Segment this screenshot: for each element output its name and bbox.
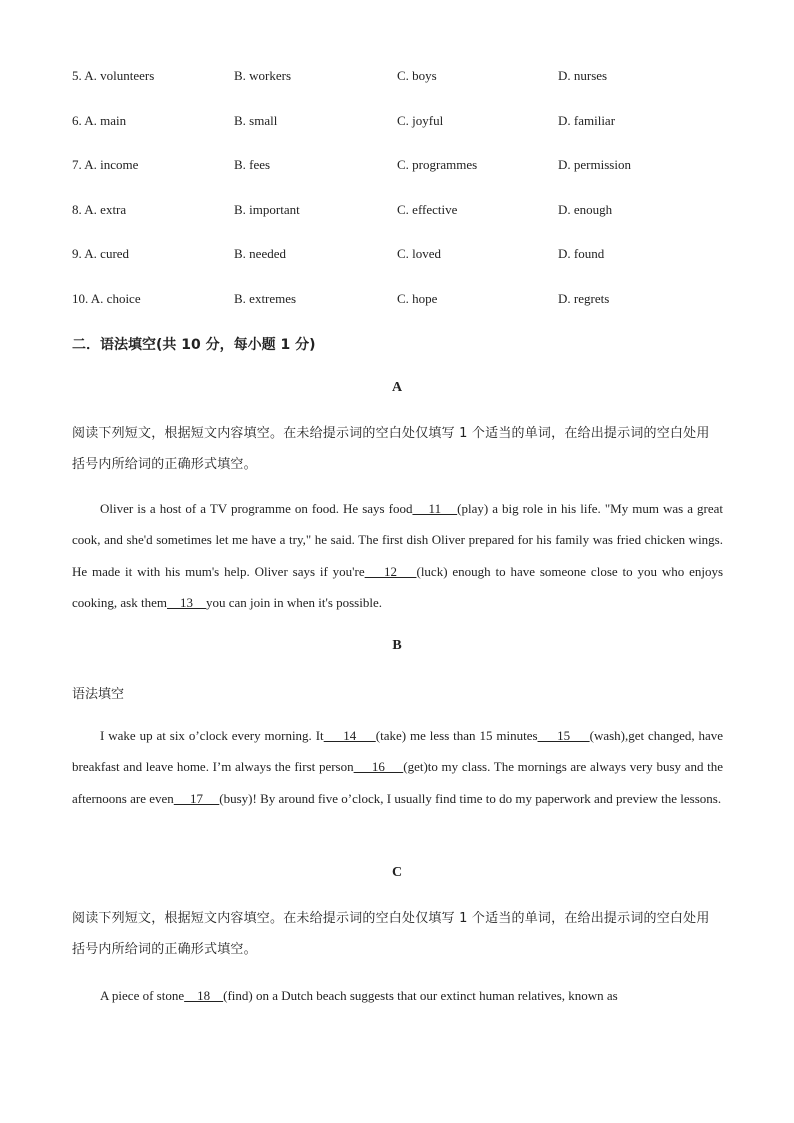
passage-text: I wake up at six o’clock every morning. It — [100, 728, 324, 743]
options-row-5 — [0, 68, 794, 88]
option-a: 8. A. extra — [72, 202, 127, 217]
options-row-8 — [0, 202, 794, 222]
option-a: 7. A. income — [72, 157, 139, 172]
options-row-6 — [0, 113, 794, 133]
option-b: B. needed — [234, 246, 286, 261]
options-row-10 — [0, 291, 794, 311]
option-b: B. workers — [234, 68, 292, 83]
part-c-instruction: 阅读下列短文，根据短文内容填空。在未给提示词的空白处仅填写 1 个适当的单词，在给出提示词的空白处用括号内所给词的正确形式填空。 — [72, 911, 710, 957]
part-b-heading: B — [392, 638, 402, 653]
option-c: C. boys — [397, 68, 437, 83]
option-b: B. important — [234, 202, 300, 217]
part-b-label: 语法填空 — [72, 687, 125, 702]
part-b-passage — [72, 720, 723, 814]
options-row-9 — [0, 246, 794, 266]
blank-11: 11 — [412, 501, 458, 516]
passage-text: (luck) enough to have someone close to you who enjoys cooking, ask them — [72, 563, 724, 610]
option-b: B. small — [234, 113, 278, 128]
option-c: C. programmes — [397, 157, 478, 172]
passage-text: you can join in when it's possible. — [205, 594, 382, 610]
blank-14: 14 — [323, 728, 376, 743]
option-d: D. enough — [558, 202, 613, 217]
option-c: C. loved — [397, 246, 442, 261]
passage-text: (play) a big role in his life. "My mum was a great cook, and she'd sometimes let me have a try," he said. The first dish Oliver prepared for his family was fried chicken wings. He made it with his mum's help. Oliver says if you're — [72, 501, 723, 579]
option-d: D. found — [558, 246, 605, 261]
passage-text: (get)to my class. The mornings are always very busy and the afternoons are even — [72, 759, 723, 806]
option-d: D. permission — [558, 157, 631, 172]
part-a-instruction: 阅读下列短文，根据短文内容填空。在未给提示词的空白处仅填写 1 个适当的单词，在给出提示词的空白处用括号内所给词的正确形式填空。 — [72, 426, 710, 472]
section-title: 二．语法填空(共 10 分，每小题 1 分) — [72, 337, 316, 353]
passage-text: (wash),get changed, have breakfast and leave home. I’m always the first person — [72, 728, 724, 775]
blank-13: 13 — [166, 594, 206, 610]
passage-text: (find) on a Dutch beach suggests that our extinct human relatives, known as — [223, 988, 618, 1003]
passage-text: (busy)! By around five o’clock, I usually find time to do my paperwork and preview the lessons. — [219, 790, 722, 806]
option-b: B. fees — [234, 157, 271, 172]
passage-text: A piece of stone — [100, 988, 185, 1003]
part-a-passage — [72, 493, 723, 618]
option-a: 10. A. choice — [72, 291, 141, 306]
option-b: B. extremes — [234, 291, 297, 306]
option-a: 5. A. volunteers — [72, 68, 155, 83]
blank-15: 15 — [537, 728, 590, 743]
option-a: 9. A. cured — [72, 246, 130, 261]
part-c-passage — [72, 980, 723, 1011]
blank-18: 18 — [184, 988, 224, 1003]
option-a: 6. A. main — [72, 113, 127, 128]
blank-12: 12 — [364, 563, 417, 579]
passage-text: (take) me less than 15 minutes — [375, 728, 538, 743]
blank-16: 16 — [353, 759, 404, 775]
option-c: C. joyful — [397, 113, 444, 128]
option-c: C. hope — [397, 291, 438, 306]
part-c-heading: C — [391, 865, 403, 880]
options-row-7 — [0, 157, 794, 177]
blank-17: 17 — [173, 790, 220, 806]
option-d: D. regrets — [558, 291, 610, 306]
option-c: C. effective — [397, 202, 458, 217]
option-d: D. nurses — [558, 68, 608, 83]
part-a-heading: A — [391, 380, 403, 395]
passage-text: Oliver is a host of a TV programme on food. He says food — [100, 501, 413, 516]
option-d: D. familiar — [558, 113, 616, 128]
